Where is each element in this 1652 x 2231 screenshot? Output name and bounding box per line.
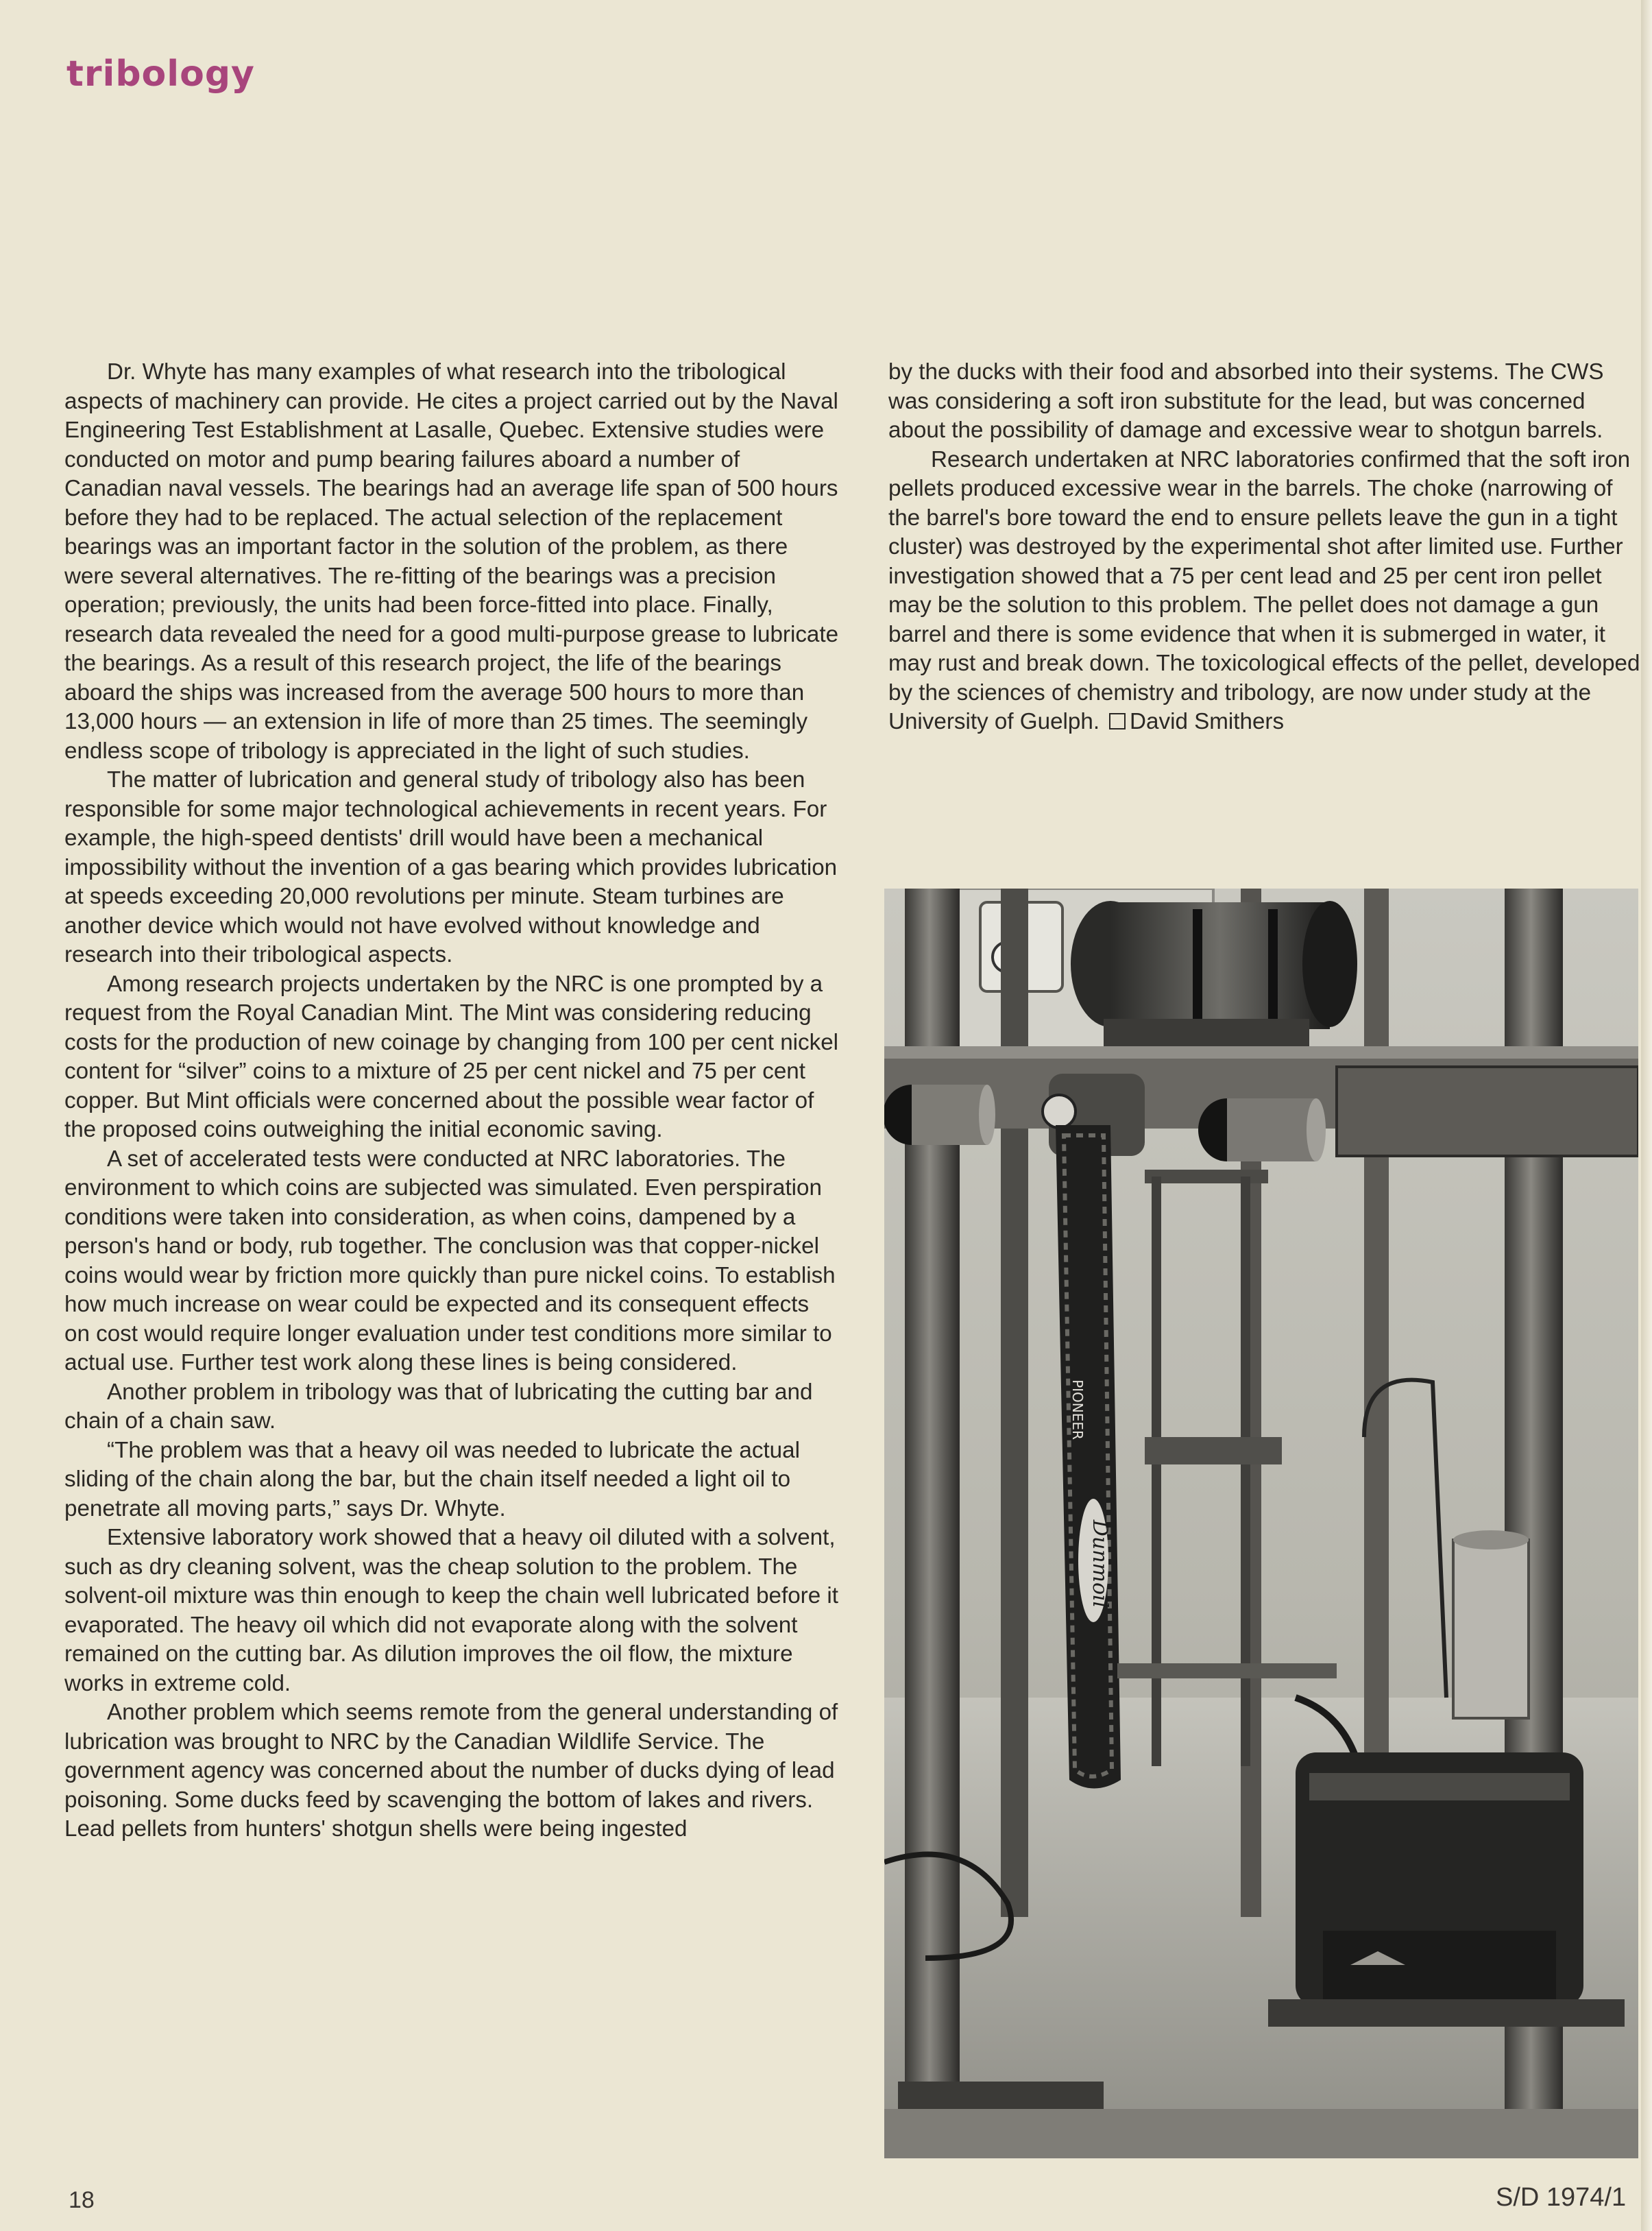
article-paragraph: Another problem in tribology was that of lubricating the cutting bar and chain of a chain saw.	[64, 1379, 813, 1434]
article-paragraph: Among research projects undertaken by the NRC is one prompted by a request from the Royal Canadian Mint. The Mint was considering reducing costs for the production of new coinage by changing from 100 per cent nickel content for “silver” coins to a mixture of 25 per cent nickel and 75 per cent copper. But Mint officials were concerned about the possible wear factor of the proposed coins outweighing the initial economic saving.	[64, 971, 839, 1142]
article-paragraph: The matter of lubrication and general study of tribology also has been responsible for some major technological achievements in recent years. For example, the high-speed dentists' drill would have been a mechanical impossibility without the invention of a gas bearing which provides lubrication at speeds exceeding 20,000 revolutions per minute. Steam turbines are another device which would not have evolved without knowledge and research into their tribological aspects.	[64, 767, 838, 967]
section-title: tribology	[66, 53, 255, 95]
article-final-paragraph	[888, 446, 1641, 737]
article-paragraph: Extensive laboratory work showed that a heavy oil diluted with a solvent, such as dry cleaning solvent, was the cheap solution to the problem. The solvent-oil mixture was thin enough to keep the chain well lubricated before it evaporated. The heavy oil which did not evaporate along with the solvent remained on the cutting bar. As dilution improves the oil flow, the mixture works in extreme cold.	[64, 1525, 839, 1696]
article-paragraph: A set of accelerated tests were conducted at NRC laboratories. The environment to which coins are subjected was simulated. Even perspiration conditions were taken into consideration, as when coins, dampened by a person's hand or body, rub together. The conclusion was that copper-nickel coins would wear by friction more quickly than pure nickel coins. To establish how much increase on wear could be expected and its consequent effects on cost would require longer evaluation under test conditions more similar to actual use. Further test work along these lines is being considered.	[64, 1146, 836, 1375]
page-edge-shadow	[1641, 0, 1652, 2231]
author-byline: David Smithers	[1130, 709, 1285, 734]
article-paragraph: Another problem which seems remote from the general understanding of lubrication was brought to NRC by the Canadian Wildlife Service. The government agency was concerned about the number of ducks dying of lead poisoning. Some ducks feed by scavenging the bottom of lakes and rivers. Lead pellets from hunters' shotgun shells were being ingested	[64, 1700, 838, 1842]
chain-bar-brand: Dunmoil	[1088, 1519, 1112, 1608]
chain-bar-label: PIONEER	[1069, 1379, 1086, 1440]
left-article-column	[64, 358, 840, 1844]
end-of-article-icon	[1109, 713, 1126, 729]
article-paragraph: “The problem was that a heavy oil was needed to lubricate the actual sliding of the chain along the bar, but the chain itself needed a light oil to penetrate all moving parts,” says Dr. Whyte.	[64, 1437, 800, 1521]
article-paragraph: Dr. Whyte has many examples of what research into the tribological aspects of machinery can provide. He cites a project carried out by the Naval Engineering Test Establishment at Lasalle, Quebec. Extensive studies were conducted on motor and pump bearing failures aboard a number of Canadian naval vessels. The bearings had an average life span of 500 hours before they had to be replaced. The actual selection of the replacement bearings was an important factor in the solution of the problem, as there were several alternatives. The re-fitting of the bearings was a precision operation; previously, the units had been force-fitted into place. Finally, research data revealed the need for a good multi-purpose grease to lubricate the bearings. As a result of this research project, the life of the bearings aboard the ships was increased from the average 500 hours to more than 13,000 hours — an extension in life of more than 25 times. The seemingly endless scope of tribology is appreciated in the light of such studies.	[64, 359, 839, 764]
issue-label: S/D 1974/1	[1496, 2183, 1627, 2212]
chain-saw-test-rig-photo	[884, 889, 1638, 2158]
article-paragraph-continued: by the ducks with their food and absorbed into their systems. The CWS was considering a soft iron substitute for the lead, but was concerned about the possibility of damage and excessive wear to shotgun barrels.	[888, 359, 1604, 443]
page-number: 18	[69, 2187, 95, 2213]
final-paragraph-text: Research undertaken at NRC laboratories confirmed that the soft iron pellets produced excessive wear in the barrels. The choke (narrowing of the barrel's bore toward the end to ensure pellets leave the gun in a tight cluster) was destroyed by the experimental shot after limited use. Further investigation showed that a 75 per cent lead and 25 per cent iron pellet may be the solution to this problem. The pellet does not damage a gun barrel and there is some evidence that when it is submerged in water, it may rust and break down. The toxicological effects of the pellet, developed by the sciences of chemistry and tribology, are now under study at the University of Guelph.	[888, 446, 1640, 734]
right-article-column	[888, 358, 1641, 737]
